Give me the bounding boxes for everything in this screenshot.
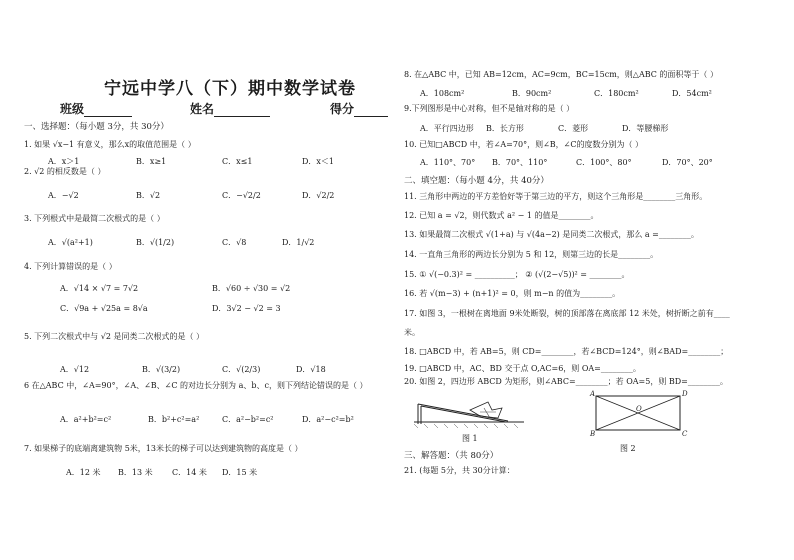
q2-opt-d[interactable]: D．√2/2 <box>302 191 335 200</box>
q6-opt-b[interactable]: B．b²+c²=a² <box>148 415 200 424</box>
q10-opt-c[interactable]: C．100°、80° <box>576 158 632 167</box>
q4-opt-a[interactable]: A．√14 × √7 = 7√2 <box>60 284 139 293</box>
q9-opt-d[interactable]: D．等腰梯形 <box>622 124 669 133</box>
q6-stem: 6 在△ABC 中，∠A=90°，∠A、∠B、∠C 的对边长分别为 a、b、c，则下列结论错误的是（ ） <box>24 381 368 390</box>
q10-opt-b[interactable]: B．70°、110° <box>492 158 548 167</box>
q2-stem: 2. √2 的相反数是（ ） <box>24 167 106 176</box>
q9-stem: 9.下列图形是中心对称，但不是轴对称的是（ ） <box>404 104 575 113</box>
q3-opt-b[interactable]: B．√(1/2) <box>136 238 175 247</box>
page-title: 宁远中学八（下）期中数学试卷 <box>104 79 356 99</box>
q21-text: 21. (每题 5分，共 30分计算： <box>404 466 515 475</box>
q3-stem: 3. 下列根式中是最简二次根式的是（ ） <box>24 214 165 223</box>
q2-opt-c[interactable]: C．−√2/2 <box>222 191 261 200</box>
q4-stem: 4. 下列计算错误的是（ ） <box>24 262 117 271</box>
q8-opt-a[interactable]: A．108cm² <box>420 89 465 98</box>
q10-opt-a[interactable]: A．110°、70° <box>420 158 476 167</box>
q10-opt-d[interactable]: D．70°、20° <box>662 158 713 167</box>
q6-opt-c[interactable]: C．a²−b²=c² <box>222 415 274 424</box>
score-label: 得分 <box>330 102 355 116</box>
q18-text: 18. □ABCD 中，若 AB=5，则 CD=________，若∠BCD=124°，则∠BAD=________； <box>404 347 729 356</box>
q7-opt-a[interactable]: A．12 米 <box>66 468 101 477</box>
q15-text: 15. ① √(−0.3)² = __________； ② (√(2−√5))² = ________。 <box>404 270 630 279</box>
q17-text: 17. 如图 3，一根树在离地面 9米处断裂，树的顶部落在离底部 12 米处，树折断之前有____ <box>404 309 730 318</box>
q7-opt-b[interactable]: B．13 米 <box>118 468 153 477</box>
q20-text: 20. 如图 2，四边形 ABCD 为矩形，则∠ABC=________；若 OA=5，则 BD=________。 <box>404 377 728 386</box>
q7-stem: 7. 如果梯子的底端离建筑物 5米，13米长的梯子可以达到建筑物的高度是（ ） <box>24 444 303 453</box>
q2-opt-a[interactable]: A．−√2 <box>48 191 79 200</box>
section-3-heading: 三、解答题：（共 80分） <box>404 451 499 461</box>
q6-opt-d[interactable]: D．a²−c²=b² <box>302 415 354 424</box>
score-field <box>330 100 388 117</box>
q17-text-cont: 米。 <box>404 328 420 337</box>
q5-opt-d[interactable]: D．√18 <box>296 365 326 374</box>
name-field <box>190 100 270 117</box>
fig2-label-o: O <box>636 405 642 413</box>
name-label: 姓名 <box>190 102 215 116</box>
class-field <box>60 100 132 117</box>
figure-2-caption: 图 2 <box>620 444 636 453</box>
q13-text: 13. 如果最简二次根式 √(1+a) 与 √(4a−2) 是同类二次根式，那么 a =________。 <box>404 230 699 239</box>
q4-opt-c[interactable]: C．√9a + √25a = 8√a <box>60 304 148 313</box>
q9-opt-b[interactable]: B．长方形 <box>486 124 524 133</box>
q3-opt-d[interactable]: D．1/√2 <box>282 238 315 247</box>
q11-text: 11. 三角形中两边的平方差恰好等于第三边的平方，则这个三角形是________三角形。 <box>404 192 708 201</box>
section-1-heading: 一、选择题：（每小题 3分，共 30分） <box>24 122 169 132</box>
figure-1-broken-tree <box>410 388 530 432</box>
fig2-label-d: D <box>682 390 688 398</box>
q10-stem: 10. 已知□ABCD 中，若∠A=70°，则∠B，∠C的度数分别为（ ） <box>404 140 644 149</box>
q6-opt-a[interactable]: A．a²+b²=c² <box>60 415 112 424</box>
q1-opt-a[interactable]: A．x＞1 <box>48 157 80 166</box>
q3-opt-a[interactable]: A．√(a²+1) <box>48 238 93 247</box>
q19-text: 19. □ABCD 中，AC、BD 交于点 O,AC=6，则 OA=________。 <box>404 364 641 373</box>
q7-opt-c[interactable]: C．14 米 <box>172 468 207 477</box>
fig2-label-c: C <box>682 430 688 438</box>
q5-opt-c[interactable]: C．√(2/3) <box>222 365 261 374</box>
q5-stem: 5. 下列二次根式中与 √2 是同类二次根式的是（ ） <box>24 332 204 341</box>
q14-text: 14. 一直角三角形的两边长分别为 5 和 12，则第三边的长是________。 <box>404 250 659 259</box>
fig2-label-b: B <box>590 430 596 438</box>
fig2-label-a: A <box>590 390 596 398</box>
q7-opt-d[interactable]: D．15 米 <box>222 468 258 477</box>
name-input-line[interactable] <box>214 104 270 117</box>
q3-opt-c[interactable]: C．√8 <box>222 238 247 247</box>
q16-text: 16. 若 √(m−3) + (n+1)² = 0，则 m−n 的值为________。 <box>404 289 621 298</box>
figure-2-rectangle <box>590 390 690 436</box>
section-2-heading: 二、填空题：（每小题 4分，共 40分） <box>404 176 549 186</box>
q2-opt-b[interactable]: B．√2 <box>136 191 161 200</box>
q8-opt-d[interactable]: D．54cm² <box>672 89 712 98</box>
class-label: 班级 <box>60 102 85 116</box>
q12-text: 12. 已知 a = √2，则代数式 a² − 1 的值是________。 <box>404 211 599 220</box>
class-input-line[interactable] <box>84 104 132 117</box>
q1-stem: 1. 如果 √x−1 有意义，那么x的取值范围是（ ） <box>24 140 196 149</box>
q8-opt-c[interactable]: C．180cm² <box>594 89 639 98</box>
q1-opt-b[interactable]: B．x≥1 <box>136 157 167 166</box>
q5-opt-a[interactable]: A．√12 <box>60 365 90 374</box>
q5-opt-b[interactable]: B．√(3/2) <box>142 365 181 374</box>
q1-opt-c[interactable]: C．x≤1 <box>222 157 253 166</box>
q8-opt-b[interactable]: B．90cm² <box>512 89 552 98</box>
q9-opt-a[interactable]: A．平行四边形 <box>420 124 474 133</box>
q8-stem: 8. 在△ABC 中，已知 AB=12cm，AC=9cm，BC=15cm，则△ABC 的面积等于（ ） <box>404 70 718 79</box>
q4-opt-d[interactable]: D．3√2 − √2 = 3 <box>212 304 281 313</box>
q1-opt-d[interactable]: D．x＜1 <box>302 157 335 166</box>
figure-1-caption: 图 1 <box>462 434 478 443</box>
score-input-line[interactable] <box>354 104 388 117</box>
q4-opt-b[interactable]: B．√60 ÷ √30 = √2 <box>212 284 291 293</box>
q9-opt-c[interactable]: C．菱形 <box>558 124 589 133</box>
